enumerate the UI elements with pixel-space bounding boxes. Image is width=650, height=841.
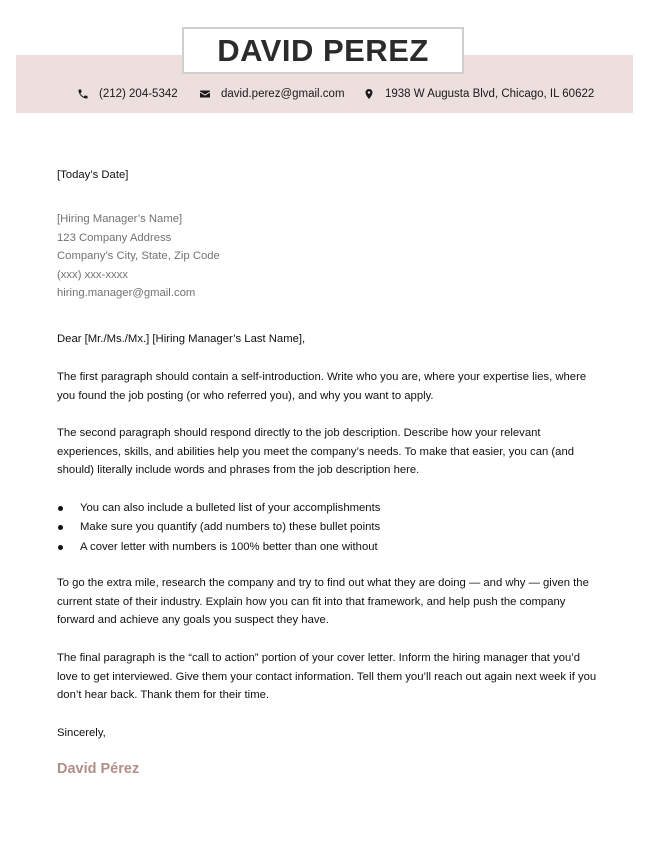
contact-email [199, 86, 345, 102]
paragraph-extra-mile [57, 574, 597, 630]
letter-date [57, 166, 597, 185]
recipient-address: 123 Company Address [57, 231, 172, 244]
recipient-block [57, 210, 597, 303]
paragraph-text: The second paragraph should respond directly to the job description. Describe how your relevant experiences, skills, and abilities help you meet the company’s needs. To make that easier, you can (and should) literally include words and phrases from the job description here. [57, 427, 575, 477]
recipient-email: hiring.manager@gmail.com [57, 287, 196, 300]
closing [57, 724, 597, 743]
address-text: 1938 W Augusta Blvd, Chicago, IL 60622 [385, 88, 595, 100]
applicant-name: DAVID PEREZ [217, 32, 429, 68]
accomplishments-list [57, 499, 597, 557]
paragraph-text: To go the extra mile, research the company and try to find out what they are doing — and why — given the current state of their industry. Explain how you can fit into that framework, and help push the company forward and achieve any goals you suspect they have. [57, 577, 589, 627]
paragraph-intro [57, 368, 597, 405]
location-pin-icon [363, 88, 375, 100]
bullet-item: A cover letter with numbers is 100% better than one without [57, 538, 597, 557]
signature: David Pérez [57, 761, 140, 777]
recipient-city: Company’s City, State, Zip Code [57, 250, 220, 263]
bullet-item: Make sure you quantify (add numbers to) these bullet points [57, 518, 597, 537]
paragraph-job-description [57, 424, 597, 480]
name-box [182, 27, 464, 74]
salutation-text: Dear [Mr./Ms./Mx.] [Hiring Manager’s Last Name], [57, 333, 306, 345]
date-text: [Today’s Date] [57, 169, 129, 181]
bullet-item: You can also include a bulleted list of your accomplishments [57, 499, 597, 518]
phone-icon [77, 88, 89, 100]
envelope-icon [199, 88, 211, 100]
salutation [57, 330, 597, 349]
phone-text: (212) 204-5342 [99, 88, 178, 100]
contact-phone [77, 86, 178, 102]
closing-text: Sincerely, [57, 727, 106, 739]
email-text: david.perez@gmail.com [221, 88, 345, 100]
paragraph-text: The first paragraph should contain a self-introduction. Write who you are, where your expertise lies, where you found the job posting (or who referred you), and why you want to apply. [57, 371, 587, 402]
paragraph-call-to-action [57, 649, 597, 705]
recipient-phone: (xxx) xxx-xxxx [57, 268, 128, 281]
paragraph-text: The final paragraph is the “call to action” portion of your cover letter. Inform the hiring manager that you’d love to get interviewed. Give them your contact information. Tell them you’ll reach out again next week if you don’t hear back. Thank them for their time. [57, 652, 597, 702]
contact-address [363, 86, 594, 102]
recipient-name: [Hiring Manager’s Name] [57, 213, 183, 225]
